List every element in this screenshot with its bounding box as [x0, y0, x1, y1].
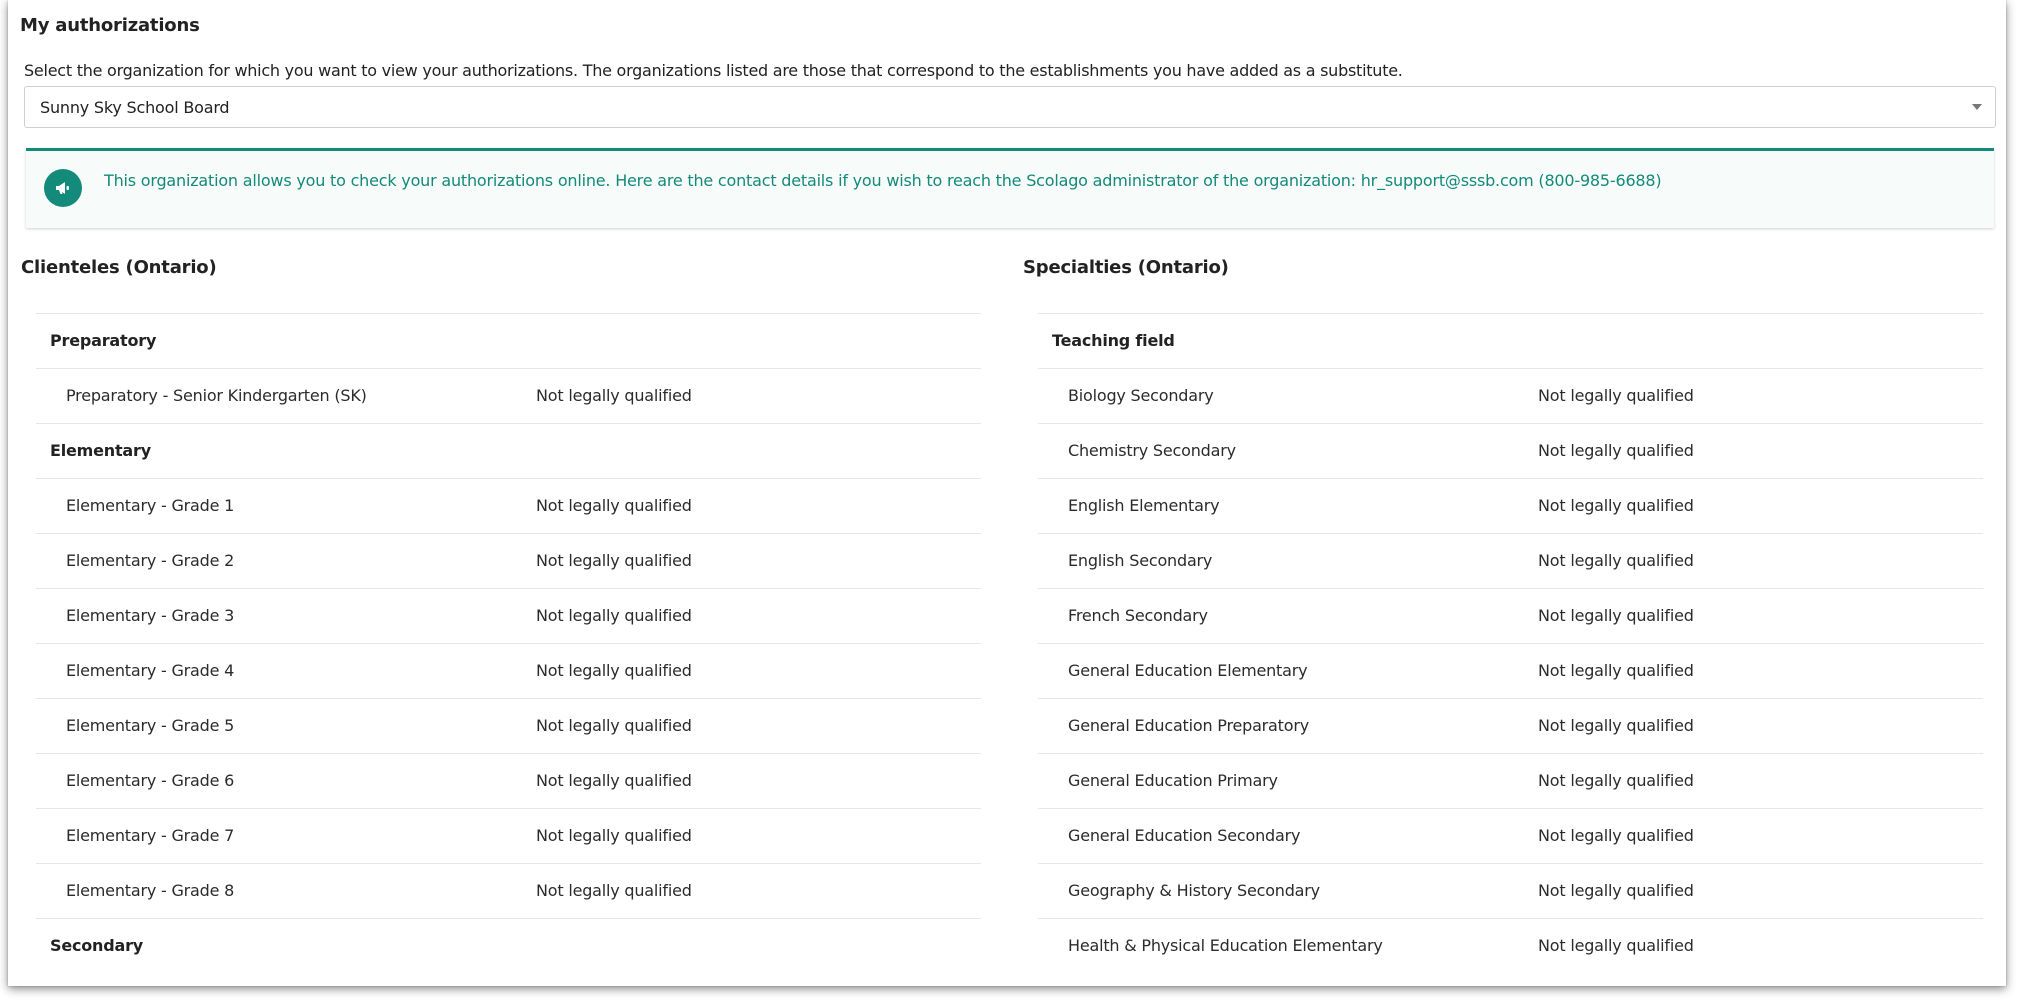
table-row — [1038, 918, 1983, 973]
chevron-down-icon[interactable] — [1972, 104, 1982, 110]
table-row — [1038, 808, 1983, 863]
authorization-name: Elementary - Grade 5 — [66, 716, 235, 735]
table-row — [1038, 588, 1983, 643]
table-row — [36, 533, 981, 588]
group-label: Elementary — [50, 441, 151, 460]
table-row — [1038, 643, 1983, 698]
qualification-status: Not legally qualified — [536, 551, 692, 570]
table-row — [1038, 478, 1983, 533]
qualification-status: Not legally qualified — [1538, 881, 1694, 900]
qualification-status: Not legally qualified — [1538, 661, 1694, 680]
authorization-name: Elementary - Grade 7 — [66, 826, 235, 845]
qualification-status: Not legally qualified — [536, 826, 692, 845]
table-row — [1038, 423, 1983, 478]
qualification-status: Not legally qualified — [1538, 386, 1694, 405]
authorization-name: Chemistry Secondary — [1068, 441, 1236, 460]
table-row — [36, 478, 981, 533]
info-alert — [26, 148, 1994, 228]
clienteles-table — [36, 313, 981, 973]
qualification-status: Not legally qualified — [536, 386, 692, 405]
qualification-status: Not legally qualified — [1538, 551, 1694, 570]
table-row — [1038, 753, 1983, 808]
authorization-name: English Secondary — [1068, 551, 1213, 570]
authorization-name: Elementary - Grade 3 — [66, 606, 235, 625]
group-row — [36, 313, 981, 368]
specialties-title: Specialties (Ontario) — [1023, 257, 1229, 278]
megaphone-icon — [44, 169, 82, 207]
authorization-name: Elementary - Grade 8 — [66, 881, 235, 900]
table-row — [36, 863, 981, 918]
authorization-name: General Education Secondary — [1068, 826, 1301, 845]
qualification-status: Not legally qualified — [536, 496, 692, 515]
table-row — [1038, 698, 1983, 753]
qualification-status: Not legally qualified — [1538, 716, 1694, 735]
table-row — [1038, 533, 1983, 588]
qualification-status: Not legally qualified — [1538, 441, 1694, 460]
group-label: Teaching field — [1052, 331, 1175, 350]
table-row — [36, 698, 981, 753]
page-title: My authorizations — [20, 15, 200, 36]
specialties-table — [1038, 313, 1983, 973]
qualification-status: Not legally qualified — [1538, 771, 1694, 790]
qualification-status: Not legally qualified — [536, 881, 692, 900]
qualification-status: Not legally qualified — [1538, 496, 1694, 515]
authorization-name: Elementary - Grade 2 — [66, 551, 235, 570]
page-description: Select the organization for which you want to view your authorizations. The organizations listed are those that correspond to the establishments you have added as a substitute. — [24, 61, 1403, 80]
organization-select-value: Sunny Sky School Board — [40, 98, 230, 117]
table-row — [1038, 368, 1983, 423]
authorization-name: English Elementary — [1068, 496, 1220, 515]
clienteles-title: Clienteles (Ontario) — [21, 257, 217, 278]
table-row — [36, 643, 981, 698]
authorization-name: Health & Physical Education Elementary — [1068, 936, 1383, 955]
group-row — [36, 423, 981, 478]
group-label: Secondary — [50, 936, 144, 955]
authorization-name: Elementary - Grade 1 — [66, 496, 235, 515]
authorization-name: General Education Elementary — [1068, 661, 1308, 680]
table-row — [36, 368, 981, 423]
qualification-status: Not legally qualified — [1538, 936, 1694, 955]
authorization-name: General Education Preparatory — [1068, 716, 1309, 735]
authorizations-panel — [8, 0, 2006, 986]
authorization-name: Elementary - Grade 4 — [66, 661, 235, 680]
authorization-name: General Education Primary — [1068, 771, 1278, 790]
qualification-status: Not legally qualified — [536, 661, 692, 680]
qualification-status: Not legally qualified — [1538, 826, 1694, 845]
authorization-name: Preparatory - Senior Kindergarten (SK) — [66, 386, 367, 405]
alert-message: This organization allows you to check your authorizations online. Here are the contact details if you wish to reach the Scolago administrator of the organization: hr_support@sssb.com (800-985-6688) — [104, 171, 1662, 190]
table-row — [36, 753, 981, 808]
qualification-status: Not legally qualified — [1538, 606, 1694, 625]
qualification-status: Not legally qualified — [536, 771, 692, 790]
group-row — [36, 918, 981, 973]
table-row — [36, 808, 981, 863]
group-label: Preparatory — [50, 331, 157, 350]
table-row — [36, 588, 981, 643]
qualification-status: Not legally qualified — [536, 606, 692, 625]
qualification-status: Not legally qualified — [536, 716, 692, 735]
authorization-name: Geography & History Secondary — [1068, 881, 1320, 900]
authorization-name: Biology Secondary — [1068, 386, 1214, 405]
authorization-name: French Secondary — [1068, 606, 1208, 625]
authorization-name: Elementary - Grade 6 — [66, 771, 235, 790]
organization-select[interactable] — [24, 86, 1996, 128]
group-row — [1038, 313, 1983, 368]
table-row — [1038, 863, 1983, 918]
